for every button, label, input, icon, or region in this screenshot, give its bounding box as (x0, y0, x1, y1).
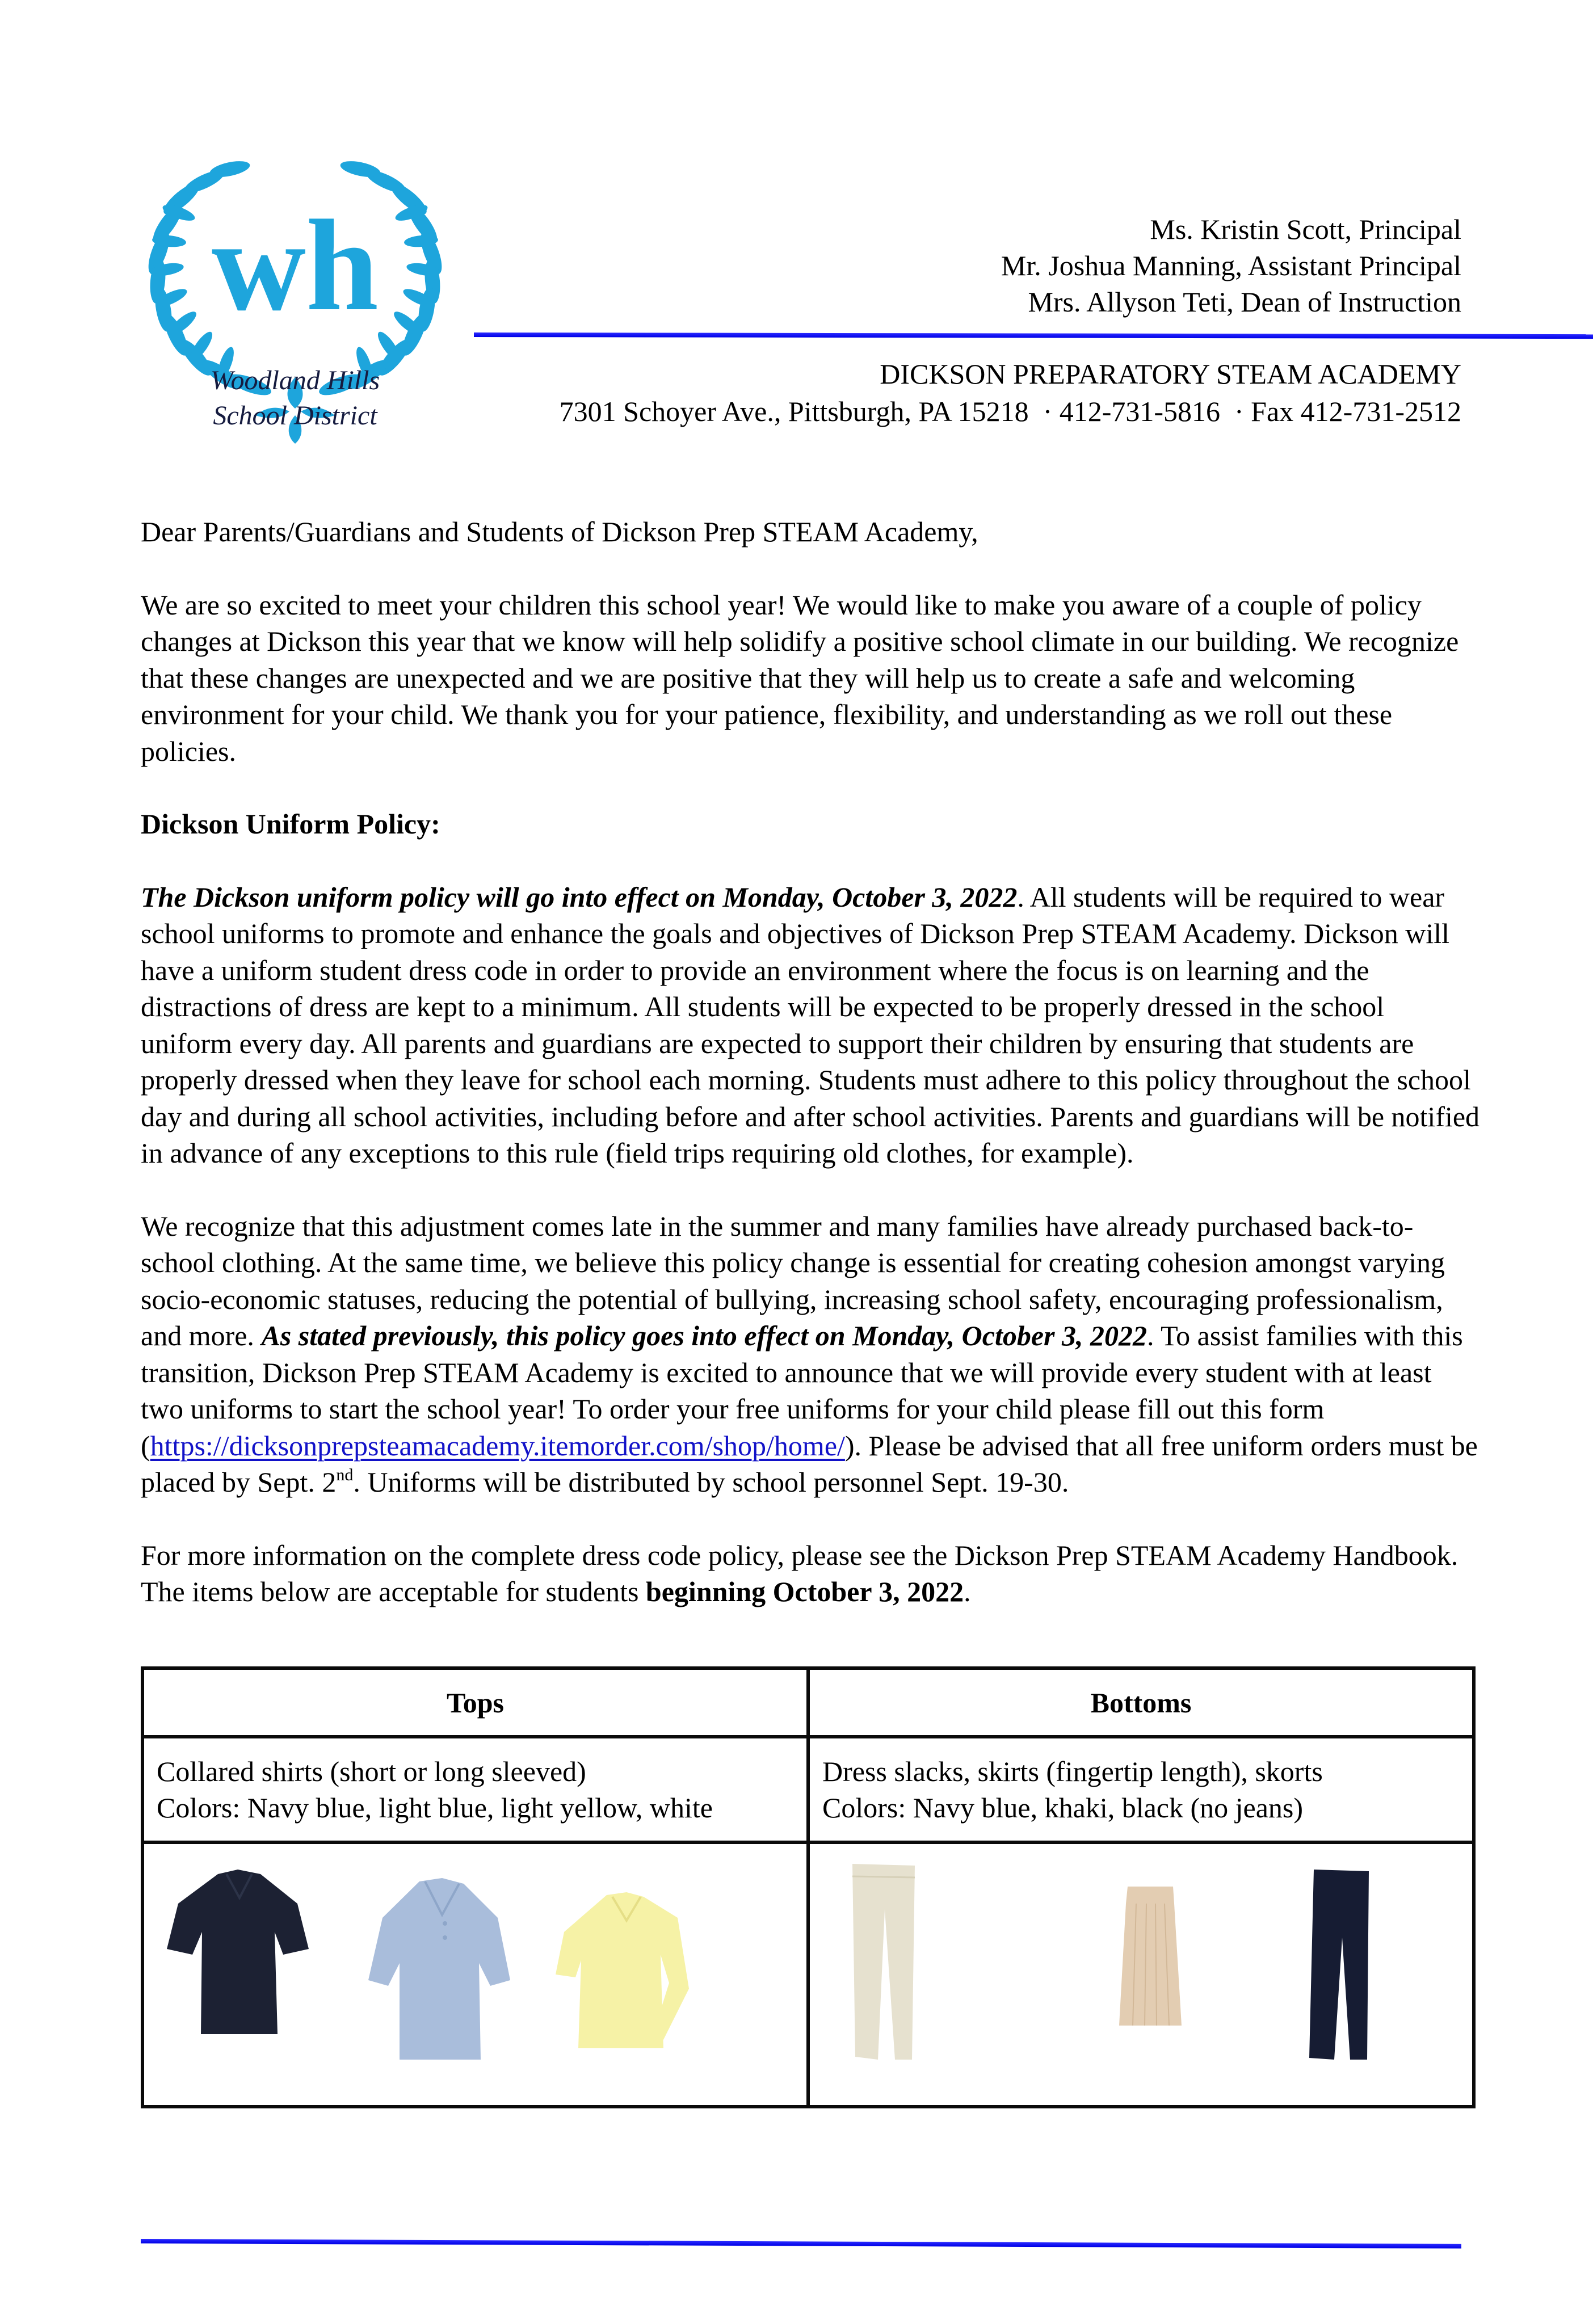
salutation: Dear Parents/Guardians and Students of Dickson Prep STEAM Academy, (141, 516, 978, 548)
ordinal-superscript: nd (336, 1466, 354, 1484)
uniform-items-table (141, 1666, 1476, 2108)
light-yellow-long-sleeve-shirt-icon (556, 1892, 703, 2062)
monogram-text: wh (211, 193, 379, 338)
effective-date-emphasis: The Dickson uniform policy will go into effect on Monday, October 3, 2022 (141, 881, 1018, 913)
staff-list (1001, 211, 1461, 320)
staff-assistant-principal: Mr. Joshua Manning, Assistant Principal (1001, 250, 1461, 281)
policy-text: . All students will be required to wear school uniforms to promote and enhance the goals and objectives of Dickson Prep STEAM Academy. Dickson will have a uniform student dress code in order to provide an environment where the focus is on learning and the distractions of dress are kept to a minimum. All students will be expected to be properly dressed in the school uniform every day. All parents and guardians are expected to support their children by ensuring that students are properly dressed when they leave for school each morning. Students must adhere to this policy throughout the school day and during all school activities, including before and after school activities. Parents and guardians will be notified in advance of any exceptions to this rule (field trips requiring old clothes, for example). (141, 881, 1480, 1169)
tops-description (142, 1737, 808, 1842)
navy-pants-icon (1309, 1870, 1372, 2068)
policy-paragraph (141, 879, 1480, 1172)
staff-dean: Mrs. Allyson Teti, Dean of Instruction (1028, 286, 1461, 318)
bottoms-images (808, 1842, 1474, 2107)
column-header-tops: Tops (142, 1668, 808, 1737)
school-address: 7301 Schoyer Ave., Pittsburgh, PA 15218 · 412-731-5816 · Fax 412-731-2512 (559, 395, 1461, 427)
transition-paragraph (141, 1208, 1480, 1501)
tops-colors: Colors: Navy blue, light blue, light yellow, white (157, 1792, 713, 1824)
closing-text: For more information on the complete dress code policy, please see the Dickson Prep STEAM Academy Handbook. The items below are acceptable for students (141, 1539, 1459, 1607)
district-name-caption (136, 363, 454, 433)
transition-text-2: . To assist families with this transition, Dickson Prep STEAM Academy is excited to announce that we will provide every student with at least two uniforms to start the school year! To order your free uniforms for your child please fill out this form ( (141, 1320, 1463, 1462)
header-divider (474, 332, 1593, 339)
caption-line-2: School District (213, 401, 377, 431)
tops-types: Collared shirts (short or long sleeved) (157, 1755, 586, 1787)
table-image-row (142, 1842, 1474, 2107)
school-name: DICKSON PREPARATORY STEAM ACADEMY (880, 358, 1461, 390)
letter-body (141, 513, 1480, 1647)
khaki-pants-icon (850, 1864, 918, 2068)
closing-period: . (964, 1576, 971, 1607)
light-blue-polo-shirt-icon (368, 1878, 516, 2065)
navy-polo-shirt-icon (167, 1870, 314, 2040)
column-header-bottoms: Bottoms (808, 1668, 1474, 1737)
intro-paragraph: We are so excited to meet your children this school year! We would like to make you aware of a couple of policy changes at Dickson this year that we know will help solidify a positive school climate in our building. We recognize that these changes are unexpected and we are positive that they will help us to create a safe and welcoming environment for your child. We thank you for your patience, flexibility, and understanding as we roll out these policies. (141, 588, 1459, 767)
closing-paragraph (141, 1537, 1480, 1610)
restated-date-emphasis: As stated previously, this policy goes into effect on Monday, October 3, 2022 (261, 1320, 1147, 1352)
transition-text-1: We recognize that this adjustment comes late in the summer and many families have already purchased back-to-school clothing. At the same time, we believe this policy change is essential for creating cohesion amongst varying socio-economic statuses, reducing the potential of bullying, increasing school safety, encouraging professionalism, and more. (141, 1210, 1445, 1352)
policy-heading: Dickson Uniform Policy: (141, 808, 440, 840)
bottoms-description (808, 1737, 1474, 1842)
school-info (560, 355, 1461, 430)
uniform-order-link[interactable]: https://dicksonprepsteamacademy.itemorder.com/shop/home/ (150, 1429, 845, 1462)
khaki-pleated-skirt-icon (1119, 1887, 1182, 2034)
caption-line-1: Woodland Hills (210, 365, 380, 395)
footer-divider (141, 2239, 1461, 2249)
staff-principal: Ms. Kristin Scott, Principal (1150, 213, 1461, 245)
tops-images (142, 1842, 808, 2107)
bottoms-colors: Colors: Navy blue, khaki, black (no jeans) (822, 1792, 1304, 1824)
transition-text-3: ). Please be advised that all free uniform orders must be placed by Sept. 2 (141, 1429, 1478, 1498)
transition-text-4: . Uniforms will be distributed by school personnel Sept. 19-30. (353, 1466, 1069, 1498)
closing-date-bold: beginning October 3, 2022 (645, 1576, 964, 1607)
table-description-row (142, 1737, 1474, 1842)
table-header-row (142, 1668, 1474, 1737)
bottoms-types: Dress slacks, skirts (fingertip length), skorts (822, 1755, 1323, 1787)
